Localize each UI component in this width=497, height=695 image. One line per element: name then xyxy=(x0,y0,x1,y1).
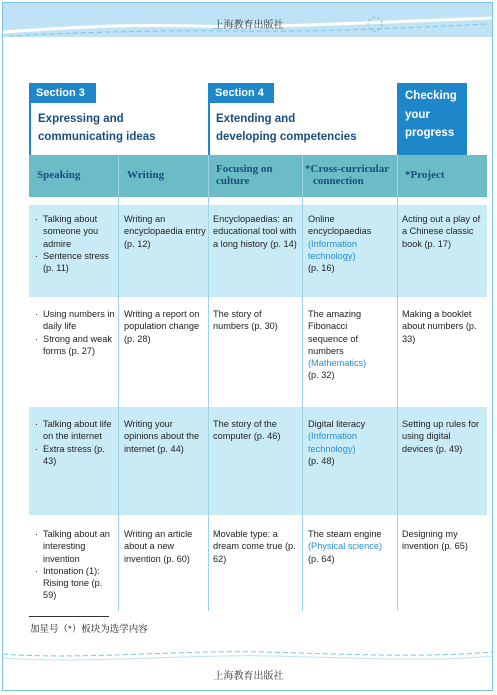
section-3-bar xyxy=(29,83,31,155)
row3-writing: Writing your opinions about the internet (p. 44) xyxy=(124,419,200,454)
footer-publisher: 上海教育出版社 xyxy=(213,671,284,682)
note-rule xyxy=(29,616,109,617)
row1-writing: Writing an encyclopaedia entry (p. 12) xyxy=(124,214,206,249)
row1-speaking: · Talking about someone you admire · Sentence stress (p. 11) xyxy=(35,213,115,274)
row3-speaking: · Talking about life on the internet · Extra stress (p. 43) xyxy=(35,418,115,467)
row4-speaking: · Talking about an interesting invention · Intonation (1): Rising tone (p. 59) xyxy=(35,528,115,602)
row3-culture: The story of the computer (p. 46) xyxy=(213,419,281,442)
row1-cross: Online encyclopaedias (Information technology) (p. 16) xyxy=(308,214,372,274)
section-3-label: Section 3 xyxy=(29,83,96,103)
header-publisher: 上海教育出版社 xyxy=(213,20,284,31)
divider xyxy=(208,155,209,611)
row4-culture: Movable type: a dream come true (p. 62) xyxy=(213,529,296,564)
divider xyxy=(118,155,119,611)
col-cross-curricular: *Cross-curricular connection xyxy=(305,163,390,187)
row4-project: Designing my invention (p. 65) xyxy=(402,529,468,552)
row1-culture: Encyclopaedias: an educational tool with a long history (p. 14) xyxy=(213,214,297,249)
row3-project: Setting up rules for using digital devices (p. 49) xyxy=(402,419,480,454)
checking-progress-header: Checking your progress xyxy=(397,83,467,155)
row2-project: Making a booklet about numbers (p. 33) xyxy=(402,309,477,344)
section-4-bar xyxy=(208,83,210,155)
row4-cross: The steam engine (Physical science) (p. 64) xyxy=(308,529,383,564)
col-culture: Focusing on culture xyxy=(216,163,273,187)
row2-culture: The story of numbers (p. 30) xyxy=(213,309,278,332)
row3-cross: Digital literacy (Information technology) (p. 48) xyxy=(308,419,366,466)
footer-wave xyxy=(3,640,492,670)
section-3-title: Expressing and communicating ideas xyxy=(38,113,156,143)
row2-cross: The amazing Fibonacci sequence of numbers (Mathematics) (p. 32) xyxy=(308,309,367,381)
col-speaking: Speaking xyxy=(37,169,81,181)
row2-writing: Writing a report on population change (p. 28) xyxy=(124,309,200,344)
col-writing: Writing xyxy=(127,169,165,181)
col-project: *Project xyxy=(405,169,445,181)
row4-writing: Writing an article about a new invention (p. 60) xyxy=(124,529,193,564)
divider xyxy=(397,155,398,611)
divider xyxy=(302,155,303,611)
column-header-band xyxy=(29,155,487,197)
optional-note: 加星号（*）板块为选学内容 xyxy=(30,624,148,635)
row1-project: Acting out a play of a Chinese classic book (p. 17) xyxy=(402,214,481,249)
row2-speaking: · Using numbers in daily life · Strong and weak forms (p. 27) xyxy=(35,308,115,357)
section-4-title: Extending and developing competencies xyxy=(216,113,357,143)
section-4-label: Section 4 xyxy=(208,83,274,103)
